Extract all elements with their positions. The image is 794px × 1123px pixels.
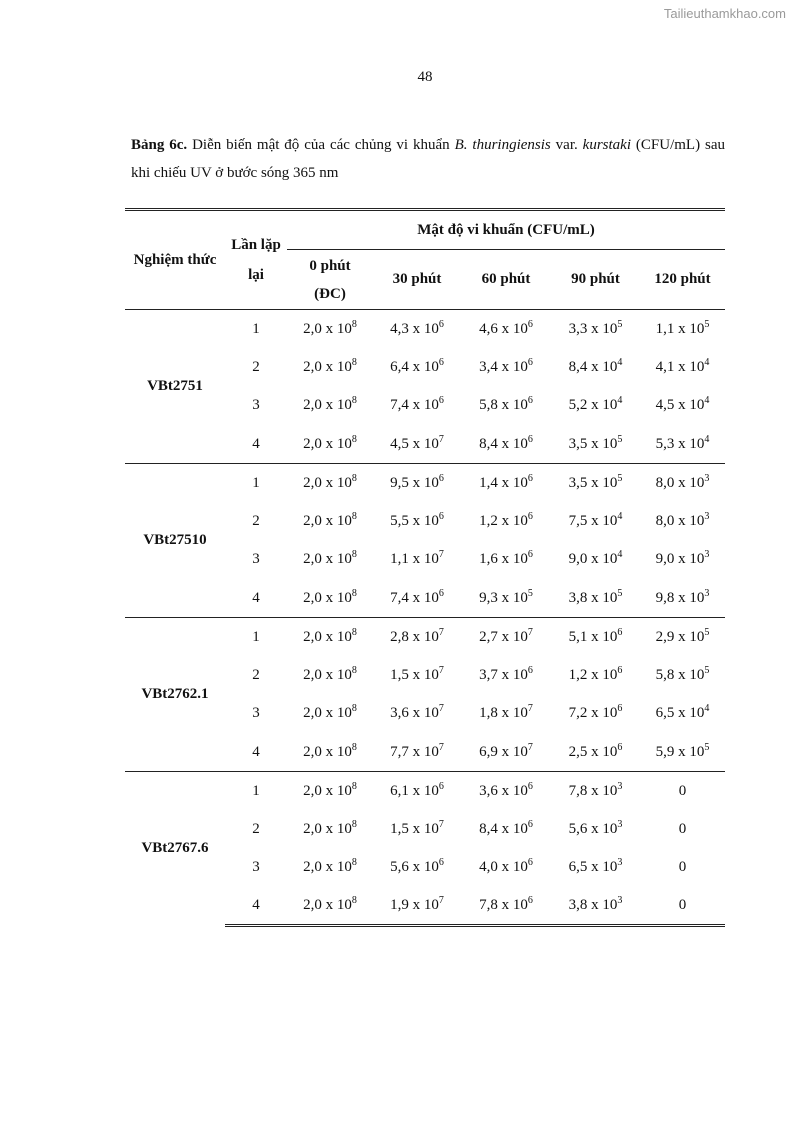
density-base: 5,6 x 10 [568,820,618,837]
density-base: 4,1 x 10 [655,358,705,375]
strain-name: VBt27510 [125,464,225,618]
density-exponent: 5 [704,664,710,676]
density-exponent: 4 [617,356,623,368]
density-cell [287,656,373,695]
replicate-cell: 4 [252,743,260,760]
density-cell [287,849,373,888]
density-cell [640,810,725,849]
density-exponent: 8 [351,664,357,676]
density-cell [640,464,725,503]
replicate-cell: 4 [252,435,260,452]
density-cell [640,541,725,580]
density-base: 4,3 x 10 [390,320,439,337]
density-exponent: 5 [704,318,710,330]
density-cell [287,502,373,541]
density-exponent: 6 [527,395,533,407]
density-base: 5,8 x 10 [479,397,528,414]
density-base: 3,6 x 10 [479,782,528,799]
replicate-cell: 3 [252,859,260,876]
density-cell [461,618,551,657]
density-base: 2,0 x 10 [303,397,352,414]
header-t90: 90 phút [551,250,640,310]
header-t120: 120 phút [640,250,725,310]
density-cell [640,310,725,349]
density-exponent: 7 [438,626,444,638]
density-cell [461,387,551,426]
table-caption [131,131,725,187]
density-exponent: 6 [438,356,444,368]
density-exponent: 5 [704,741,710,753]
density-base: 3,5 x 10 [568,435,618,452]
density-exponent: 4 [704,395,710,407]
caption-variety: kurstaki [582,137,631,153]
density-exponent: 6 [527,818,533,830]
density-base: 4,5 x 10 [390,435,439,452]
replicate-cell: 1 [225,772,287,811]
density-base: 2,0 x 10 [303,435,352,452]
density-exponent: 4 [617,549,623,561]
density-cell [551,810,640,849]
table-row [125,310,725,349]
density-base: 7,8 x 10 [568,782,618,799]
density-exponent: 6 [617,664,623,676]
density-exponent: 6 [527,857,533,869]
density-cell [373,387,461,426]
density-cell [640,887,725,926]
density-exponent: 8 [351,395,357,407]
density-exponent: 4 [704,703,710,715]
table-row [125,772,725,811]
density-cell [640,502,725,541]
density-exponent: 8 [351,472,357,484]
density-cell [287,733,373,772]
density-exponent: 3 [617,780,623,792]
density-cell [373,310,461,349]
density-cell [640,387,725,426]
density-exponent: 8 [351,895,357,906]
density-exponent: 5 [617,318,623,330]
density-base: 2,0 x 10 [303,628,352,645]
density-exponent: 7 [527,626,533,638]
density-base: 2,0 x 10 [303,358,352,375]
density-exponent: 6 [438,472,444,484]
density-base: 7,4 x 10 [390,589,439,606]
density-cell [461,502,551,541]
density-base: 4,6 x 10 [479,320,528,337]
density-base: 1,2 x 10 [568,666,618,683]
density-cell [373,541,461,580]
density-base: 5,5 x 10 [390,512,439,529]
density-cell [373,464,461,503]
density-cell [551,387,640,426]
density-base: 8,0 x 10 [655,474,705,491]
density-exponent: 7 [438,549,444,561]
density-cell [640,618,725,657]
density-base: 8,0 x 10 [655,512,705,529]
replicate-cell: 4 [252,589,260,606]
density-cell [461,310,551,349]
density-cell [373,579,461,618]
density-base: 5,1 x 10 [568,628,618,645]
density-cell [373,618,461,657]
density-exponent: 8 [351,549,357,561]
density-base: 8,4 x 10 [568,358,618,375]
header-replicate [225,210,287,310]
density-base: 3,7 x 10 [479,666,528,683]
density-base: 3,8 x 10 [568,589,618,606]
density-base: 1,2 x 10 [479,512,528,529]
density-base: 2,0 x 10 [303,474,352,491]
density-cell [373,502,461,541]
header-treatment [125,210,225,310]
density-exponent: 4 [704,433,710,445]
density-base: 0 [678,859,687,876]
replicate-cell: 1 [225,464,287,503]
density-cell [461,656,551,695]
density-cell [373,348,461,387]
density-cell [287,695,373,734]
replicate-cell: 2 [252,820,260,837]
density-exponent: 6 [527,318,533,330]
strain-name: VBt2767.6 [125,772,225,926]
density-base: 2,0 x 10 [303,897,352,913]
density-exponent: 7 [438,895,444,906]
density-exponent: 6 [438,857,444,869]
density-base: 5,6 x 10 [390,859,439,876]
density-cell [640,425,725,464]
density-base: 2,7 x 10 [479,628,528,645]
density-cell [461,887,551,926]
density-exponent: 8 [351,510,357,522]
density-base: 1,8 x 10 [479,705,528,722]
density-base: 7,2 x 10 [568,705,618,722]
density-exponent: 3 [704,472,710,484]
replicate-cell: 3 [252,705,260,722]
density-cell [551,425,640,464]
density-base: 0 [678,782,687,799]
density-exponent: 3 [617,857,623,869]
caption-text-1: Diễn biến mật độ của các chủng vi khuẩn [187,137,455,153]
density-base: 7,8 x 10 [479,897,528,913]
table-row [125,618,725,657]
density-cell [373,810,461,849]
density-exponent: 5 [704,626,710,638]
density-base: 1,6 x 10 [479,551,528,568]
density-cell [461,425,551,464]
density-base: 2,0 x 10 [303,512,352,529]
density-exponent: 5 [617,587,623,599]
density-base: 5,8 x 10 [655,666,705,683]
density-exponent: 6 [527,356,533,368]
density-exponent: 6 [527,780,533,792]
density-base: 2,0 x 10 [303,551,352,568]
density-cell [461,733,551,772]
density-cell [373,656,461,695]
density-base: 9,3 x 10 [479,589,528,606]
density-cell [461,541,551,580]
density-exponent: 7 [527,703,533,715]
density-cell [287,348,373,387]
density-base: 3,6 x 10 [390,705,439,722]
density-base: 9,0 x 10 [655,551,705,568]
density-base: 2,0 x 10 [303,859,352,876]
density-cell [640,849,725,888]
density-cell [640,656,725,695]
page-number: 48 [417,69,433,85]
density-base: 1,9 x 10 [390,897,439,913]
density-base: 6,1 x 10 [390,782,439,799]
density-base: 8,4 x 10 [479,435,528,452]
density-base: 2,0 x 10 [303,820,352,837]
density-exponent: 8 [351,356,357,368]
density-base: 2,5 x 10 [568,743,618,760]
density-exponent: 6 [527,510,533,522]
density-exponent: 5 [617,433,623,445]
density-exponent: 8 [351,857,357,869]
density-base: 7,4 x 10 [390,397,439,414]
caption-label: Bảng 6c. [131,137,188,153]
header-t0-note: (ĐC) [314,285,346,302]
density-cell [551,502,640,541]
density-base: 2,0 x 10 [303,705,352,722]
density-base: 2,0 x 10 [303,743,352,760]
density-base: 7,7 x 10 [390,743,439,760]
density-cell [551,695,640,734]
density-base: 1,5 x 10 [390,666,439,683]
density-base: 6,5 x 10 [655,705,705,722]
replicate-cell: 1 [225,618,287,657]
density-exponent: 6 [438,395,444,407]
density-base: 1,5 x 10 [390,820,439,837]
replicate-cell: 1 [252,320,260,337]
density-exponent: 6 [527,472,533,484]
density-base: 2,9 x 10 [655,628,705,645]
density-cell [551,849,640,888]
density-cell [287,425,373,464]
density-base: 6,9 x 10 [479,743,528,760]
density-exponent: 6 [617,626,623,638]
density-exponent: 6 [617,703,623,715]
strain-group [125,618,725,772]
density-base: 4,0 x 10 [479,859,528,876]
density-cell [287,310,373,349]
caption-text-2: var. [550,137,583,153]
density-base: 0 [678,820,687,837]
density-cell [287,618,373,657]
density-cell [551,348,640,387]
density-exponent: 8 [351,318,357,330]
density-cell [640,772,725,811]
density-base: 2,0 x 10 [303,782,352,799]
density-cell [551,887,640,926]
density-cell [551,618,640,657]
density-base: 3,4 x 10 [479,358,528,375]
density-cell [551,656,640,695]
density-exponent: 6 [527,549,533,561]
replicate-cell: 2 [252,358,260,375]
density-exponent: 8 [351,741,357,753]
density-exponent: 5 [527,587,533,599]
density-cell [287,810,373,849]
density-cell [287,387,373,426]
density-cell [551,733,640,772]
strain-group [125,464,725,618]
density-exponent: 3 [617,895,623,906]
density-exponent: 7 [438,741,444,753]
caption-species: B. thuringiensis [454,137,551,153]
density-table [125,208,725,927]
density-exponent: 6 [438,587,444,599]
density-exponent: 3 [704,587,710,599]
density-exponent: 6 [438,318,444,330]
density-exponent: 6 [438,780,444,792]
density-cell [373,733,461,772]
watermark: Tailieuthamkhao.com [663,6,786,21]
density-exponent: 6 [527,433,533,445]
header-replicate-label: Lần lặp lại [231,237,281,283]
density-base: 1,1 x 10 [390,551,439,568]
density-base: 1,1 x 10 [655,320,705,337]
density-base: 9,5 x 10 [390,474,439,491]
density-base: 4,5 x 10 [655,397,705,414]
density-cell [640,733,725,772]
density-exponent: 7 [527,741,533,753]
density-cell [373,425,461,464]
density-cell [461,464,551,503]
density-cell [373,695,461,734]
density-cell [551,541,640,580]
header-density: Mật độ vi khuẩn (CFU/mL) [287,210,725,250]
density-exponent: 8 [351,433,357,445]
strain-name: VBt2762.1 [125,618,225,772]
density-exponent: 7 [438,703,444,715]
density-exponent: 8 [351,587,357,599]
density-cell [373,772,461,811]
density-cell [461,348,551,387]
density-cell [287,579,373,618]
header-treatment-label: Nghiệm thức [133,252,217,268]
replicate-cell: 2 [252,666,260,683]
strain-group [125,772,725,926]
density-exponent: 7 [438,664,444,676]
density-exponent: 7 [438,433,444,445]
density-exponent: 8 [351,703,357,715]
density-base: 7,5 x 10 [568,512,618,529]
density-cell [287,464,373,503]
density-base: 3,3 x 10 [568,320,618,337]
density-cell [287,887,373,926]
density-cell [373,887,461,926]
header-t0-label: 0 phút [309,257,351,274]
density-base: 2,0 x 10 [303,666,352,683]
header-t0 [287,250,373,310]
density-base: 6,5 x 10 [568,859,618,876]
header-t30: 30 phút [373,250,461,310]
density-cell [640,695,725,734]
density-base: 9,0 x 10 [568,551,618,568]
density-cell [551,772,640,811]
density-exponent: 8 [351,780,357,792]
density-cell [461,810,551,849]
density-base: 2,8 x 10 [390,628,439,645]
density-cell [461,849,551,888]
density-cell [461,695,551,734]
density-cell [640,348,725,387]
header-t60: 60 phút [461,250,551,310]
density-cell [640,579,725,618]
density-exponent: 4 [617,510,623,522]
density-exponent: 6 [438,510,444,522]
density-exponent: 7 [438,818,444,830]
density-base: 2,0 x 10 [303,589,352,606]
density-cell [551,310,640,349]
density-base: 6,4 x 10 [390,358,439,375]
replicate-cell: 3 [252,551,260,568]
density-base: 1,4 x 10 [479,474,528,491]
density-base: 9,8 x 10 [655,589,705,606]
density-exponent: 6 [527,895,533,906]
density-base: 2,0 x 10 [303,320,352,337]
table-row [125,464,725,503]
replicate-cell: 3 [252,397,260,414]
density-exponent: 4 [617,395,623,407]
density-base: 3,5 x 10 [568,474,618,491]
replicate-cell: 4 [225,887,287,926]
density-cell [551,464,640,503]
density-exponent: 3 [704,510,710,522]
density-base: 5,2 x 10 [568,397,618,414]
density-base: 3,8 x 10 [568,897,618,913]
density-cell [373,849,461,888]
density-exponent: 6 [617,741,623,753]
density-cell [461,772,551,811]
density-base: 5,9 x 10 [655,743,705,760]
density-exponent: 4 [704,356,710,368]
density-base: 8,4 x 10 [479,820,528,837]
strain-name: VBt2751 [147,378,203,394]
density-exponent: 6 [527,664,533,676]
strain-group [125,310,725,464]
density-exponent: 5 [617,472,623,484]
density-exponent: 8 [351,626,357,638]
density-cell [287,772,373,811]
density-exponent: 8 [351,818,357,830]
density-exponent: 3 [704,549,710,561]
density-base: 0 [678,897,687,913]
density-base: 5,3 x 10 [655,435,705,452]
replicate-cell: 2 [252,512,260,529]
density-cell [461,579,551,618]
caption-text-3: (CFU/mL) sau khi chiếu UV ở bước sóng 365 nm [131,137,725,181]
density-cell [287,541,373,580]
density-exponent: 3 [617,818,623,830]
density-cell [551,579,640,618]
